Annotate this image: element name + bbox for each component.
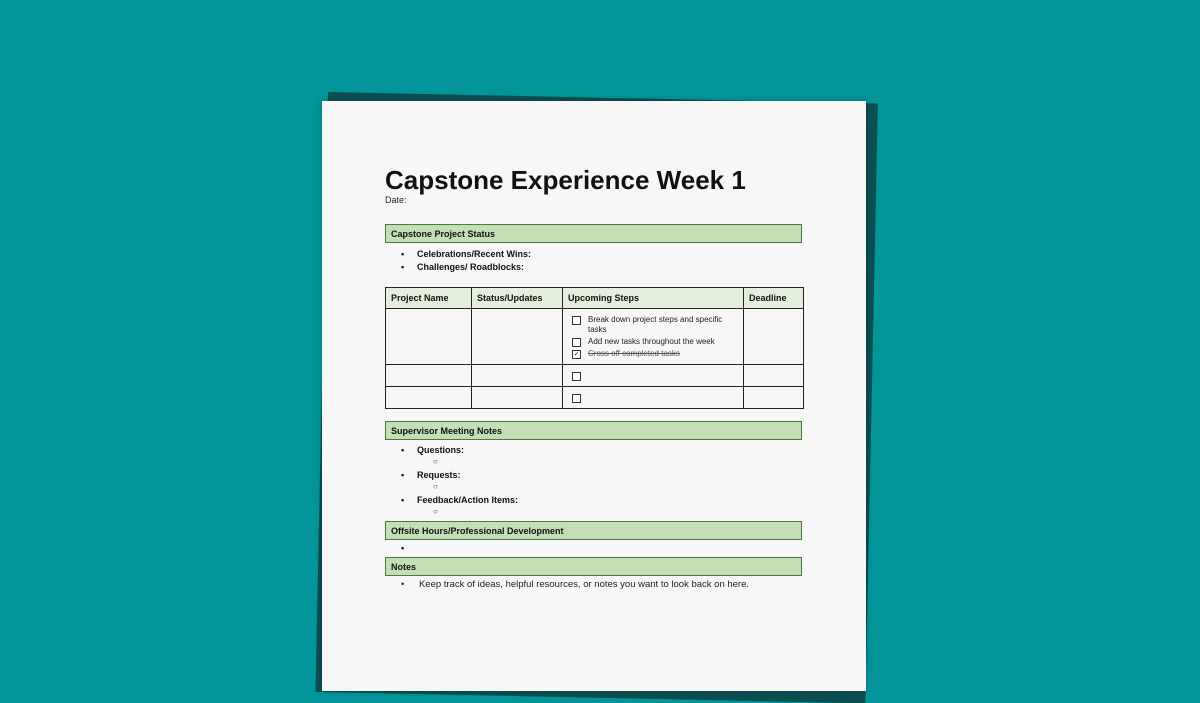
column-header-deadline: Deadline: [744, 288, 804, 309]
section-heading-meeting: Supervisor Meeting Notes: [385, 421, 802, 440]
bullet-requests: • Requests:: [401, 470, 461, 480]
table-cell[interactable]: [472, 309, 563, 365]
checkbox[interactable]: [572, 372, 581, 381]
title-bold: Week 1: [656, 165, 746, 195]
task-item: [572, 315, 739, 335]
table-cell[interactable]: [386, 365, 472, 387]
bullet-glyph: •: [401, 262, 405, 272]
status-bullet-list: [385, 248, 802, 274]
task-item: [572, 337, 739, 347]
document-page: [322, 101, 866, 691]
bullet-challenges: • Challenges/ Roadblocks:: [401, 262, 525, 272]
sub-bullet: ○: [433, 457, 438, 466]
sub-bullet: ○: [433, 507, 438, 516]
meeting-bullet-list: [385, 444, 802, 519]
task-item: [572, 393, 739, 403]
notes-text: Keep track of ideas, helpful resources, or notes you want to look back on here.: [418, 579, 750, 590]
offsite-bullet-list: [385, 542, 802, 555]
table-cell[interactable]: [472, 387, 563, 409]
task-label: Break down project steps and specific tasks: [588, 315, 723, 334]
table-cell-tasks: [563, 309, 744, 365]
date-label: Date:: [385, 195, 407, 205]
task-label-completed: Cross off completed tasks: [588, 349, 680, 358]
table-cell-tasks: [563, 365, 744, 387]
table-row: [386, 365, 804, 387]
table-row: [386, 387, 804, 409]
checkbox[interactable]: [572, 316, 581, 325]
section-heading-offsite: Offsite Hours/Professional Development: [385, 521, 802, 540]
bullet-celebrations: • Celebrations/Recent Wins:: [401, 249, 531, 259]
title-regular: Capstone Experience: [385, 165, 650, 195]
column-header-upcoming-steps: Upcoming Steps: [563, 288, 744, 309]
checkbox[interactable]: [572, 338, 581, 347]
table-cell[interactable]: [386, 387, 472, 409]
section-heading-notes: Notes: [385, 557, 802, 576]
checkbox-checked[interactable]: ✓: [573, 351, 580, 358]
bullet-feedback: • Feedback/Action Items:: [401, 495, 519, 505]
table-cell[interactable]: [744, 309, 804, 365]
table-cell[interactable]: [472, 365, 563, 387]
bullet-empty: [385, 542, 802, 555]
table-cell-tasks: [563, 387, 744, 409]
table-cell[interactable]: [744, 387, 804, 409]
bullet-questions: • Questions:: [401, 445, 465, 455]
bullet-glyph: •: [401, 543, 405, 553]
bullet-glyph: •: [401, 470, 405, 480]
section-heading-status: Capstone Project Status: [385, 224, 802, 243]
page-title: [385, 165, 802, 195]
checkbox[interactable]: [572, 394, 581, 403]
bullet-glyph: •: [401, 579, 405, 590]
bullet-glyph: •: [401, 445, 405, 455]
table-cell[interactable]: [744, 365, 804, 387]
task-item: [572, 349, 739, 359]
document-content: [385, 165, 802, 594]
sub-bullet: ○: [433, 482, 438, 491]
table-cell[interactable]: [386, 309, 472, 365]
task-label: Add new tasks throughout the week: [588, 337, 715, 346]
column-header-project-name: Project Name: [386, 288, 472, 309]
column-header-status: Status/Updates: [472, 288, 563, 309]
bullet-glyph: •: [401, 495, 405, 505]
project-table: [385, 287, 804, 409]
table-row: [386, 309, 804, 365]
task-item: [572, 371, 739, 381]
bullet-glyph: •: [401, 249, 405, 259]
table-header-row: [386, 288, 804, 309]
notes-text-line: [385, 576, 802, 594]
